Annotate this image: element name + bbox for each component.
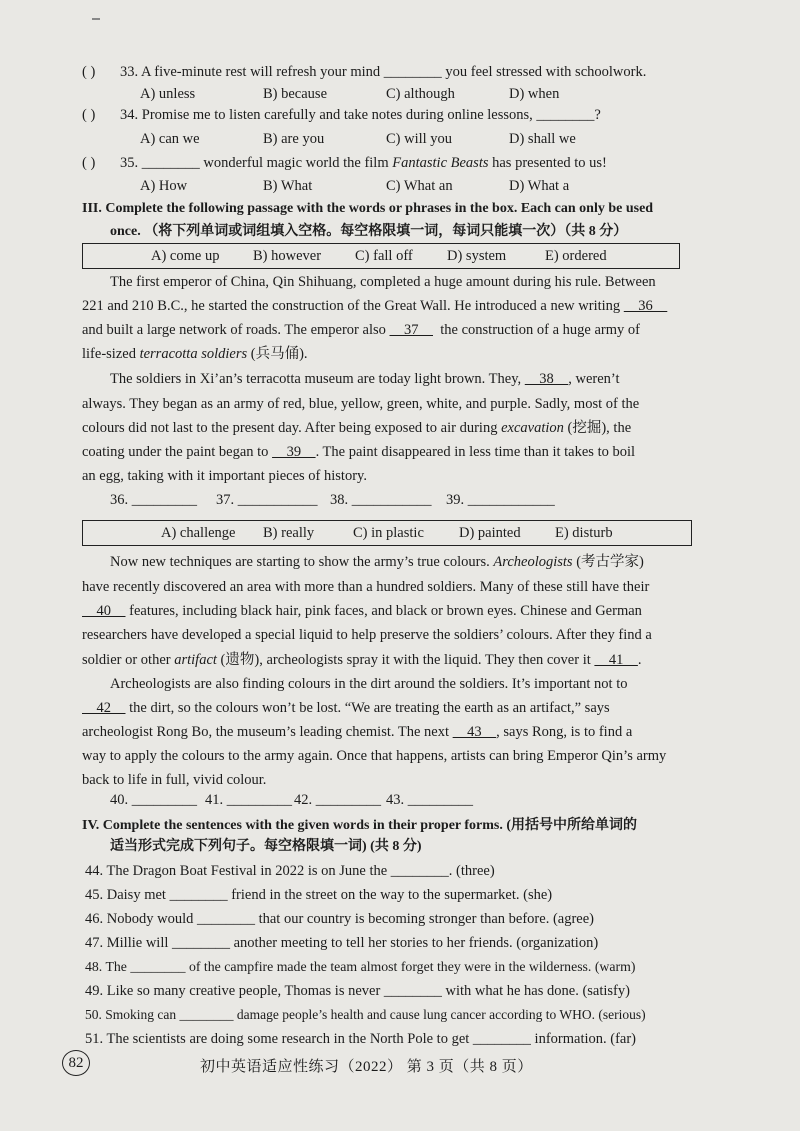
p1-line4-tail: (兵马俑). <box>247 346 308 362</box>
p4-line2-text: the dirt, so the colours won’t be lost. “We are treating the earth as an artifact,” says <box>125 700 610 716</box>
p2-excavation: excavation <box>501 420 564 436</box>
q35-stem-pre: 35. ________ wonderful magic world the film <box>120 155 393 171</box>
box1-option-e: E) ordered <box>545 248 607 264</box>
p3-line2: have recently discovered an area with more than a hundred soldiers. Many of these still have their <box>82 579 650 595</box>
p3-line1 <box>110 553 644 571</box>
p3-line5-mid: (遗物), archeologists spray it with the liquid. They then cover it <box>216 652 595 668</box>
p1-line3-text: and built a large network of roads. The emperor also <box>82 322 390 338</box>
answer-37: 37. ___________ <box>216 492 318 508</box>
p3-artifact: artifact <box>174 652 217 668</box>
blank-38: 38 <box>524 371 569 387</box>
answer-39: 39. ____________ <box>446 492 555 508</box>
item-50: 50. Smoking can ________ damage people’s health and cause lung cancer according to WHO. (serious) <box>85 1007 646 1022</box>
item-45: 45. Daisy met ________ friend in the street on the way to the supermarket. (she) <box>85 887 553 903</box>
p2-line1 <box>110 370 620 388</box>
p2-line5: an egg, taking with it important pieces of history. <box>82 468 367 484</box>
blank-43: 43 <box>452 724 497 740</box>
q35-option-d: D) What a <box>509 178 570 194</box>
p2-line4-text: coating under the paint began to <box>82 444 273 460</box>
box2-option-e: E) disturb <box>555 525 613 541</box>
p1-line2 <box>82 297 667 315</box>
p3-line5-text: soldier or other <box>82 652 175 668</box>
q33-option-c: C) although <box>386 86 455 102</box>
p3-line4: researchers have developed a special liquid to help preserve the soldiers’ colours. After they find a <box>82 627 652 643</box>
q35-option-a: A) How <box>140 178 188 194</box>
p1-terracotta: terracotta soldiers <box>139 346 248 362</box>
p2-line3-tail: (挖掘), the <box>563 420 632 436</box>
scan-mark <box>92 18 100 20</box>
q34-option-a: A) can we <box>140 131 200 147</box>
q35-stem-post: has presented to us! <box>488 155 607 171</box>
p1-line2-text: 221 and 210 B.C., he started the construction of the Great Wall. He introduced a new writing <box>82 298 624 314</box>
section3-title-2: once. （将下列单词或词组填入空格。每空格限填一词，每词只能填一次）（共 8 分） <box>110 224 628 239</box>
q35-option-b: B) What <box>263 178 313 194</box>
item-48: 48. The ________ of the campfire made the team almost forget they were in the wilderness. (warm) <box>85 959 636 974</box>
p2-line4-tail: . The paint disappeared in less time than it takes to boil <box>315 444 636 460</box>
p3-line3 <box>82 602 642 620</box>
p2-line2: always. They began as an army of red, blue, yellow, green, white, and purple. Sadly, most of the <box>82 396 640 412</box>
p4-line2 <box>82 699 610 717</box>
q33-option-d: D) when <box>509 86 560 102</box>
q35-paren: ( ) <box>82 155 96 171</box>
section4-title-1: IV. Complete the sentences with the given words in their proper forms. (用括号中所给单词的 <box>82 818 638 833</box>
blank-36: 36 <box>623 298 668 314</box>
p4-line4: way to apply the colours to the army again. Once that happens, artists can bring Emperor Qin’s army <box>82 748 667 764</box>
p1-line3 <box>82 321 640 339</box>
box1-option-a: A) come up <box>151 248 220 264</box>
p3-line1-text: Now new techniques are starting to show the army’s true colours. <box>110 554 494 570</box>
q35-film-title: Fantastic Beasts <box>392 155 489 171</box>
answer-38: 38. ___________ <box>330 492 432 508</box>
blank-37: 37 <box>389 322 433 338</box>
p3-line1-tail: (考古学家) <box>572 554 644 570</box>
p2-line4 <box>82 443 635 461</box>
q33-paren: ( ) <box>82 64 96 80</box>
answer-43: 43. _________ <box>386 792 473 808</box>
p4-line1: Archeologists are also finding colours in the dirt around the soldiers. It’s important not to <box>110 676 628 692</box>
box2-option-c: C) in plastic <box>353 525 424 541</box>
box2-option-d: D) painted <box>459 525 521 541</box>
box2-option-a: A) challenge <box>161 525 236 541</box>
q35-option-c: C) What an <box>386 178 453 194</box>
p2-line1-text: The soldiers in Xi’an’s terracotta museum are today light brown. They, <box>110 371 525 387</box>
item-44: 44. The Dragon Boat Festival in 2022 is on June the ________. (three) <box>85 863 495 879</box>
p3-line5 <box>82 651 642 669</box>
q33-option-a: A) unless <box>140 86 196 102</box>
q34-option-d: D) shall we <box>509 131 576 147</box>
answer-40: 40. _________ <box>110 792 197 808</box>
item-47: 47. Millie will ________ another meeting to tell her stories to her friends. (organization) <box>85 935 599 951</box>
word-box-2 <box>82 520 692 546</box>
box2-option-b: B) really <box>263 525 315 541</box>
q34-option-b: B) are you <box>263 131 325 147</box>
p1-line3-tail: the construction of a huge army of <box>433 322 640 338</box>
p4-line3-text: archeologist Rong Bo, the museum’s leading chemist. The next <box>82 724 453 740</box>
p4-line3 <box>82 723 632 741</box>
q34-option-c: C) will you <box>386 131 453 147</box>
page-footer: 初中英语适应性练习（2022） 第 3 页（共 8 页） <box>200 1059 533 1075</box>
box1-option-b: B) however <box>253 248 322 264</box>
p3-line3-text: features, including black hair, pink faces, and black or brown eyes. Chinese and German <box>125 603 642 619</box>
blank-39: 39 <box>272 444 316 460</box>
answer-42: 42. _________ <box>294 792 381 808</box>
q33-stem: 33. A five-minute rest will refresh your mind ________ you feel stressed with schoolwork. <box>120 64 647 80</box>
section3-title-1: III. Complete the following passage with the words or phrases in the box. Each can only be used <box>82 201 654 216</box>
blank-41: 41 <box>594 652 638 668</box>
q34-paren: ( ) <box>82 107 96 123</box>
p2-line3 <box>82 419 631 437</box>
p3-archeologists: Archeologists <box>493 554 573 570</box>
p3-line5-tail: . <box>637 652 642 668</box>
item-46: 46. Nobody would ________ that our country is becoming stronger than before. (agree) <box>85 911 594 927</box>
p1-line4 <box>82 345 308 363</box>
q35-stem <box>120 154 607 172</box>
blank-42: 42 <box>82 700 126 716</box>
blank-40: 40 <box>82 603 126 619</box>
p2-line3-text: colours did not last to the present day. After being exposed to air during <box>82 420 502 436</box>
box1-option-c: C) fall off <box>355 248 413 264</box>
p1-line4-text: life-sized <box>82 346 140 362</box>
p4-line3-tail: , says Rong, is to find a <box>496 724 633 740</box>
p2-line1-tail: , weren’t <box>568 371 620 387</box>
p1-line1: The first emperor of China, Qin Shihuang, completed a huge amount during his rule. Between <box>110 274 656 290</box>
box1-option-d: D) system <box>447 248 507 264</box>
item-51: 51. The scientists are doing some research in the North Pole to get ________ information. (far) <box>85 1031 636 1047</box>
word-box-1 <box>82 243 680 269</box>
q33-option-b: B) because <box>263 86 328 102</box>
section4-title-2: 适当形式完成下列句子。每空格限填一词) (共 8 分) <box>110 839 422 854</box>
page-badge: 82 <box>62 1050 90 1076</box>
p4-line5: back to life in full, vivid colour. <box>82 772 267 788</box>
answer-36: 36. _________ <box>110 492 197 508</box>
answer-41: 41. _________ <box>205 792 292 808</box>
q34-stem: 34. Promise me to listen carefully and take notes during online lessons, ________? <box>120 107 601 123</box>
item-49: 49. Like so many creative people, Thomas is never ________ with what he has done. (satisfy) <box>85 983 630 999</box>
